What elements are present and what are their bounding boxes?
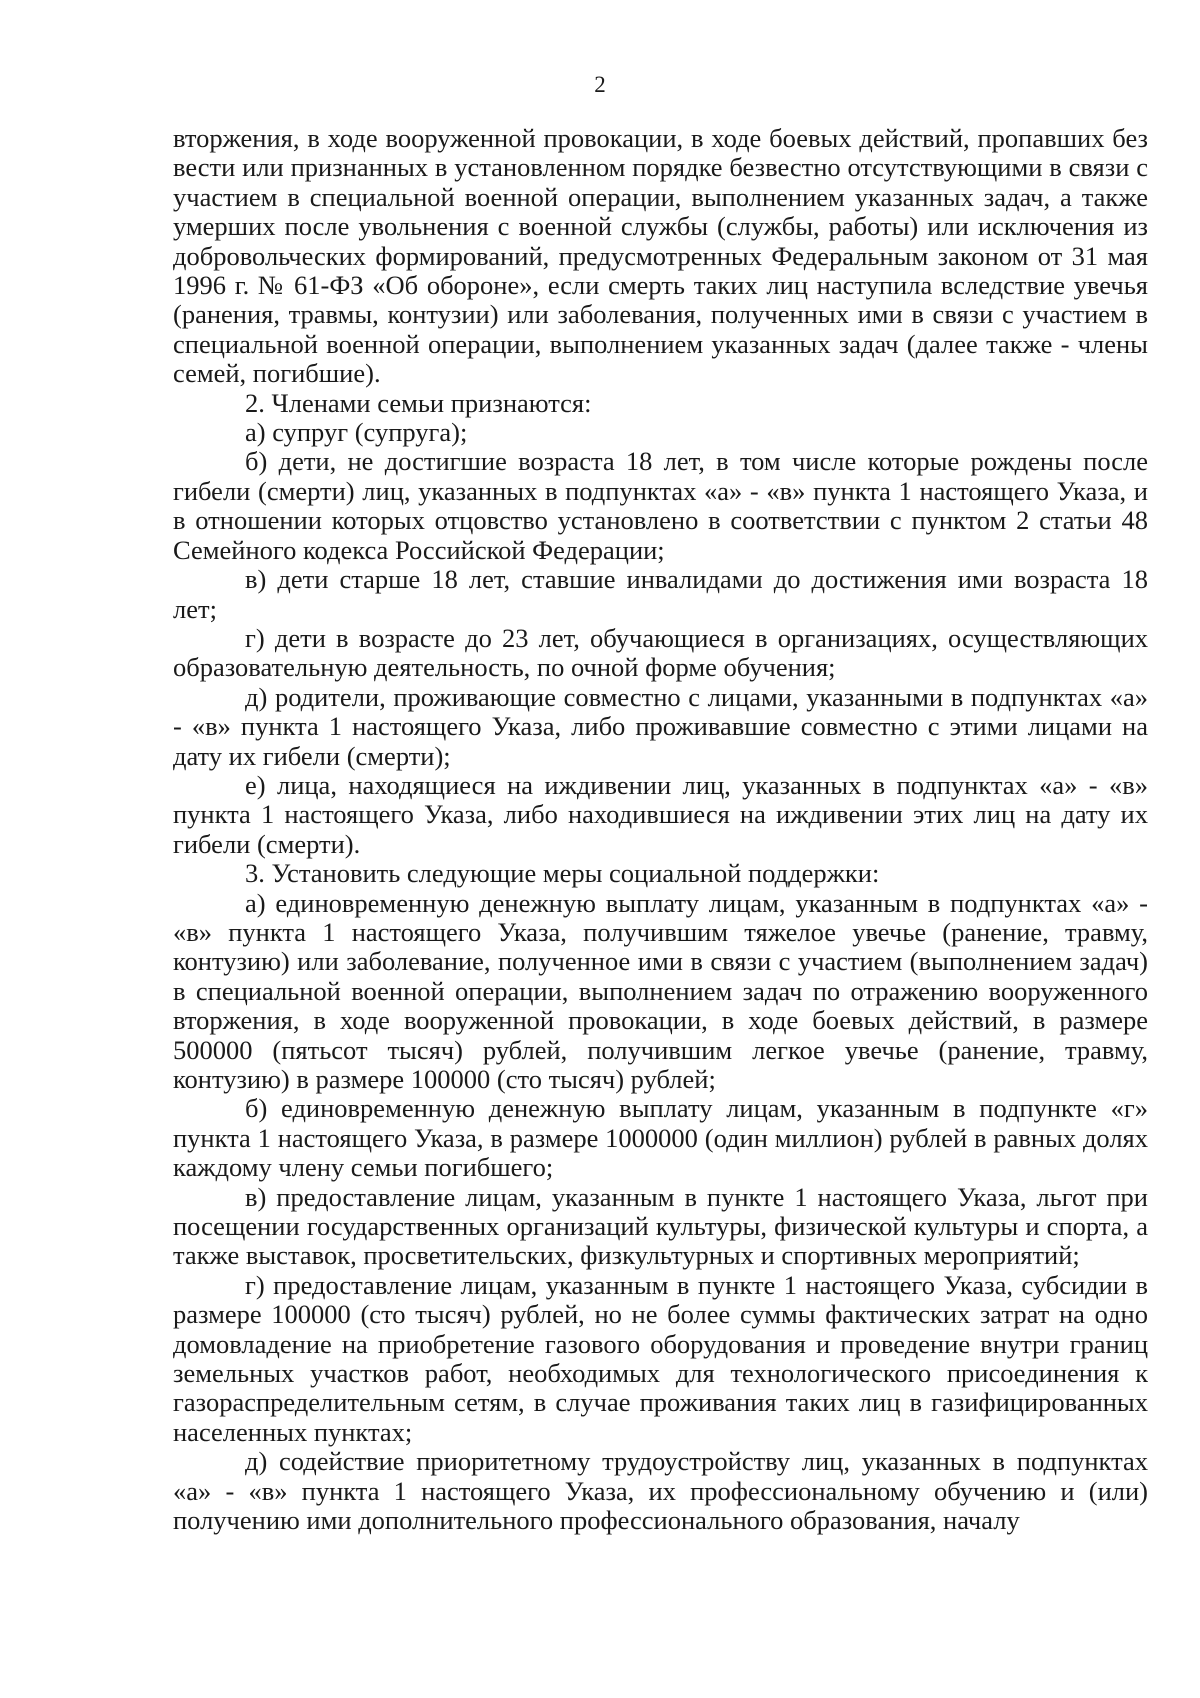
paragraph: а) единовременную денежную выплату лицам, указанным в подпунктах «а» - «в» пункта 1 настоящего Указа, получившим тяжелое увечье (ранение, травму, контузию) или заболевание, полученное ими в связи с участием (выполнением задач) в специальной военной операции, выполнением задач по отражению вооруженного вторжения, в ходе вооруженной провокации, в ходе боевых действий, в размере 500000 (пятьсот тысяч) рублей, получившим легкое увечье (ранение, травму, контузию) в размере 100000 (сто тысяч) рублей; <box>173 887 1148 1094</box>
paragraph: г) дети в возрасте до 23 лет, обучающиеся в организациях, осуществляющих образовательную деятельность, по очной форме обучения; <box>173 622 1148 683</box>
paragraph: б) дети, не достигшие возраста 18 лет, в том числе которые рождены после гибели (смерти) лиц, указанных в подпунктах «а» - «в» пункта 1 настоящего Указа, и в отношении которых отцовство установлено в соответствии с пунктом 2 статьи 48 Семейного кодекса Российской Федерации; <box>173 446 1148 565</box>
paragraph: д) родители, проживающие совместно с лицами, указанными в подпунктах «а» - «в» пункта 1 настоящего Указа, либо проживавшие совместно с этими лицами на дату их гибели (смерти); <box>173 681 1148 771</box>
paragraph: 2. Членами семьи признаются: <box>245 387 592 418</box>
paragraph: в) дети старше 18 лет, ставшие инвалидами до достижения ими возраста 18 лет; <box>173 564 1148 624</box>
paragraph: вторжения, в ходе вооруженной провокации, в ходе боевых действий, пропавших без вести или признанных в установленном порядке безвестно отсутствующими в связи с участием в специальной военной операции, выполнением указанных задач, а также умерших после увольнения с военной службы (службы, работы) или исключения из добровольческих формирований, предусмотренных Федеральным законом от 31 мая 1996 г. № 61-ФЗ «Об обороне», если смерть таких лиц наступила вследствие увечья (ранения, травмы, контузии) или заболевания, полученных ими в связи с участием в специальной военной операции, выполнением указанных задач (далее также - члены семей, погибшие). <box>173 123 1148 389</box>
paragraph: 3. Установить следующие меры социальной поддержки: <box>245 858 880 889</box>
paragraph: г) предоставление лицам, указанным в пункте 1 настоящего Указа, субсидии в размере 100000 (сто тысяч) рублей, но не более суммы фактических затрат на одно домовладение на приобретение газового оборудования и проведение внутри границ земельных участков работ, необходимых для технологического присоединения к газораспределительным сетям, в случае проживания таких лиц в газифицированных населенных пунктах; <box>173 1269 1148 1447</box>
paragraph: а) супруг (супруга); <box>245 417 468 448</box>
paragraph: е) лица, находящиеся на иждивении лиц, указанных в подпунктах «а» - «в» пункта 1 настоящего Указа, либо находившиеся на иждивении этих лиц на дату их гибели (смерти). <box>173 769 1148 859</box>
document-body <box>173 124 1148 1536</box>
paragraph: б) единовременную денежную выплату лицам, указанным в подпункте «г» пункта 1 настоящего Указа, в размере 1000000 (один миллион) рублей в равных долях каждому члену семьи погибшего; <box>173 1093 1148 1183</box>
paragraph: в) предоставление лицам, указанным в пункте 1 настоящего Указа, льгот при посещении государственных организаций культуры, физической культуры и спорта, а также выставок, просветительских, физкультурных и спортивных мероприятий; <box>173 1181 1148 1271</box>
page-number: 2 <box>594 72 606 97</box>
paragraph: д) содействие приоритетному трудоустройству лиц, указанных в подпунктах «а» - «в» пункта 1 настоящего Указа, их профессиональному обучению и (или) получению ими дополнительного профессионального образования, началу <box>173 1446 1148 1536</box>
